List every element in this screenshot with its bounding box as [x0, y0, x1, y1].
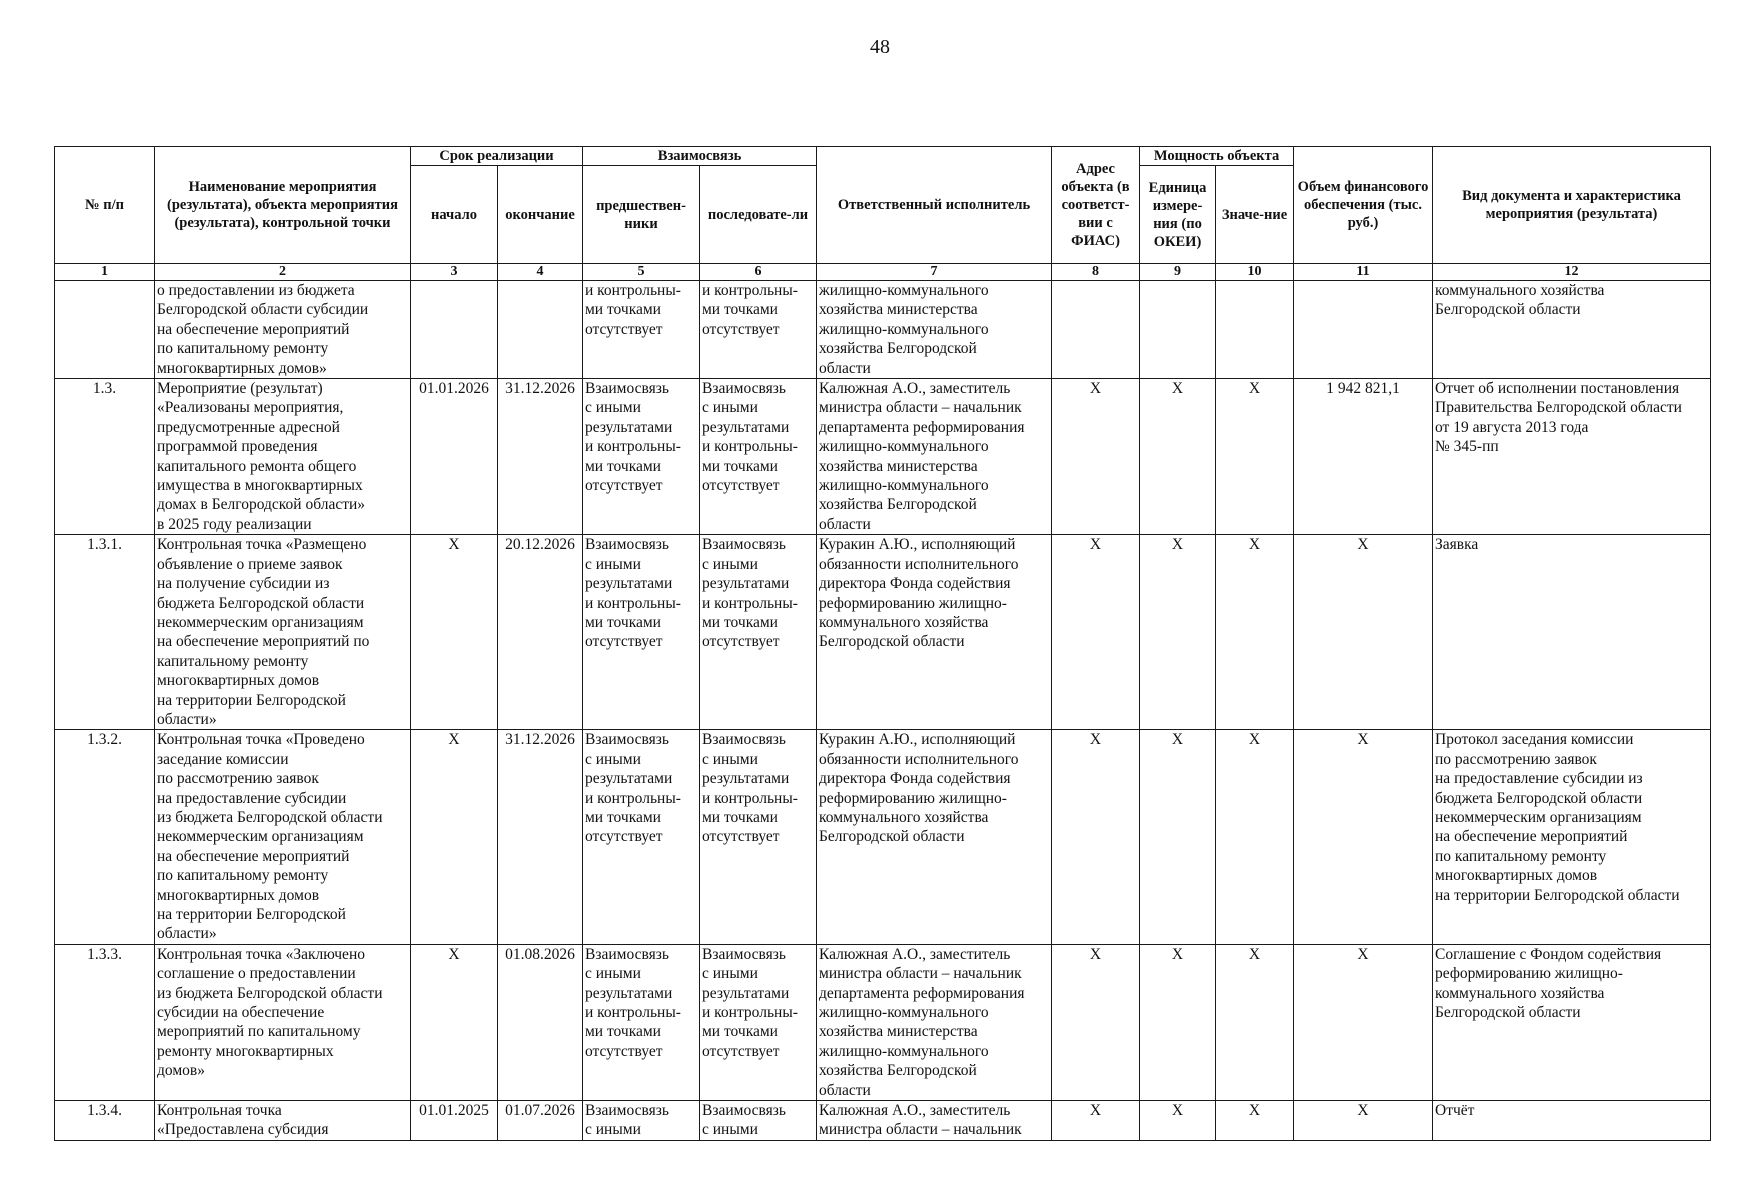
row-document: коммунального хозяйства Белгородской области	[1433, 281, 1711, 379]
activities-table	[54, 146, 1711, 1141]
row-executor: Калюжная А.О., заместитель министра области – начальник департамента реформирования жилищно-коммунального хозяйства министерства жилищно-коммунального хозяйства Белгородской области	[817, 944, 1052, 1100]
row-executor: жилищно-коммунального хозяйства министерства жилищно-коммунального хозяйства Белгородской области	[817, 281, 1052, 379]
row-start: 01.01.2026	[411, 379, 498, 535]
row-unit: X	[1140, 944, 1216, 1100]
row-predecessors: Взаимосвязь с иными результатами и контрольны- ми точками отсутствует	[583, 535, 700, 730]
header-start: начало	[411, 166, 498, 264]
row-finance	[1294, 281, 1433, 379]
header-row-top	[55, 147, 1711, 166]
header-period-group: Срок реализации	[411, 147, 583, 166]
row-finance: X	[1294, 730, 1433, 944]
row-name: Мероприятие (результат) «Реализованы мероприятия, предусмотренные адресной программой проведения капитального ремонта общего имущества в многоквартирных домах в Белгородской области» в 2025 году реализации	[155, 379, 411, 535]
row-unit: X	[1140, 1101, 1216, 1141]
row-predecessors: Взаимосвязь с иными результатами и контрольны- ми точками отсутствует	[583, 944, 700, 1100]
header-address: Адрес объекта (в соответст-вии с ФИАС)	[1052, 147, 1140, 264]
row-start: X	[411, 730, 498, 944]
column-number: 4	[498, 264, 583, 281]
column-number: 2	[155, 264, 411, 281]
row-finance: 1 942 821,1	[1294, 379, 1433, 535]
row-value: X	[1216, 730, 1294, 944]
row-predecessors: Взаимосвязь с иными результатами и контрольны- ми точками отсутствует	[583, 379, 700, 535]
row-value: X	[1216, 535, 1294, 730]
row-executor: Куракин А.Ю., исполняющий обязанности исполнительного директора Фонда содействия реформированию жилищно- коммунального хозяйства Белгородской области	[817, 730, 1052, 944]
row-executor: Калюжная А.О., заместитель министра области – начальник департамента реформирования жилищно-коммунального хозяйства министерства жилищно-коммунального хозяйства Белгородской области	[817, 379, 1052, 535]
row-predecessors: и контрольны- ми точками отсутствует	[583, 281, 700, 379]
header-value: Значе-ние	[1216, 166, 1294, 264]
table-row	[55, 944, 1711, 1100]
table-row	[55, 281, 1711, 379]
row-end	[498, 281, 583, 379]
row-start: 01.01.2025	[411, 1101, 498, 1141]
row-unit: X	[1140, 730, 1216, 944]
row-start: X	[411, 944, 498, 1100]
header-executor: Ответственный исполнитель	[817, 147, 1052, 264]
column-number: 5	[583, 264, 700, 281]
page-number: 48	[870, 36, 890, 58]
row-successors: Взаимосвязь с иными результатами и контрольны- ми точками отсутствует	[700, 379, 817, 535]
table-row	[55, 1101, 1711, 1141]
header-successors: последовате-ли	[700, 166, 817, 264]
row-value: X	[1216, 1101, 1294, 1141]
row-successors: и контрольны- ми точками отсутствует	[700, 281, 817, 379]
row-name: Контрольная точка «Предоставлена субсидия	[155, 1101, 411, 1141]
row-end: 31.12.2026	[498, 730, 583, 944]
column-number: 8	[1052, 264, 1140, 281]
row-number: 1.3.2.	[55, 730, 155, 944]
row-start: X	[411, 535, 498, 730]
column-number: 11	[1294, 264, 1433, 281]
row-address: X	[1052, 379, 1140, 535]
row-value: X	[1216, 379, 1294, 535]
header-predecessors: предшествен-ники	[583, 166, 700, 264]
row-predecessors: Взаимосвязь с иными результатами и контрольны- ми точками отсутствует	[583, 730, 700, 944]
row-end: 31.12.2026	[498, 379, 583, 535]
row-number: 1.3.1.	[55, 535, 155, 730]
column-number: 7	[817, 264, 1052, 281]
column-number: 12	[1433, 264, 1711, 281]
row-finance: X	[1294, 535, 1433, 730]
header-finance: Объем финансового обеспечения (тыс. руб.)	[1294, 147, 1433, 264]
header-number: № п/п	[55, 147, 155, 264]
row-predecessors: Взаимосвязь с иными	[583, 1101, 700, 1141]
header-name: Наименование мероприятия (результата), объекта мероприятия (результата), контрольной точки	[155, 147, 411, 264]
row-finance: X	[1294, 1101, 1433, 1141]
row-number: 1.3.4.	[55, 1101, 155, 1141]
row-name: Контрольная точка «Заключено соглашение о предоставлении из бюджета Белгородской области субсидии на обеспечение мероприятий по капитальному ремонту многоквартирных домов»	[155, 944, 411, 1100]
row-start	[411, 281, 498, 379]
column-number: 9	[1140, 264, 1216, 281]
row-number: 1.3.3.	[55, 944, 155, 1100]
row-value: X	[1216, 944, 1294, 1100]
row-unit	[1140, 281, 1216, 379]
row-successors: Взаимосвязь с иными результатами и контрольны- ми точками отсутствует	[700, 730, 817, 944]
row-document: Отчёт	[1433, 1101, 1711, 1141]
column-number: 6	[700, 264, 817, 281]
row-end: 01.07.2026	[498, 1101, 583, 1141]
table-row	[55, 379, 1711, 535]
header-unit: Единица измере-ния (по ОКЕИ)	[1140, 166, 1216, 264]
header-end: окончание	[498, 166, 583, 264]
table-row	[55, 730, 1711, 944]
row-address: X	[1052, 1101, 1140, 1141]
row-document: Отчет об исполнении постановления Правительства Белгородской области от 19 августа 2013 года № 345-пп	[1433, 379, 1711, 535]
row-address: X	[1052, 944, 1140, 1100]
row-address	[1052, 281, 1140, 379]
row-document: Соглашение с Фондом содействия реформированию жилищно- коммунального хозяйства Белгородской области	[1433, 944, 1711, 1100]
row-address: X	[1052, 730, 1140, 944]
row-successors: Взаимосвязь с иными результатами и контрольны- ми точками отсутствует	[700, 535, 817, 730]
row-number	[55, 281, 155, 379]
row-successors: Взаимосвязь с иными результатами и контрольны- ми точками отсутствует	[700, 944, 817, 1100]
row-document: Протокол заседания комиссии по рассмотрению заявок на предоставление субсидии из бюджета Белгородской области некоммерческим организациям на обеспечение мероприятий по капитальному ремонту многоквартирных домов на территории Белгородской области	[1433, 730, 1711, 944]
row-end: 20.12.2026	[498, 535, 583, 730]
row-executor: Куракин А.Ю., исполняющий обязанности исполнительного директора Фонда содействия реформированию жилищно- коммунального хозяйства Белгородской области	[817, 535, 1052, 730]
row-name: о предоставлении из бюджета Белгородской области субсидии на обеспечение мероприятий по капитальному ремонту многоквартирных домов»	[155, 281, 411, 379]
row-number: 1.3.	[55, 379, 155, 535]
header-capacity-group: Мощность объекта	[1140, 147, 1294, 166]
header-document: Вид документа и характеристика мероприятия (результата)	[1433, 147, 1711, 264]
row-finance: X	[1294, 944, 1433, 1100]
header-relation-group: Взаимосвязь	[583, 147, 817, 166]
row-name: Контрольная точка «Размещено объявление о приеме заявок на получение субсидии из бюджета Белгородской области некоммерческим организациям на обеспечение мероприятий по капитальному ремонту многоквартирных домов на территории Белгородской области»	[155, 535, 411, 730]
table-row	[55, 535, 1711, 730]
row-unit: X	[1140, 379, 1216, 535]
row-end: 01.08.2026	[498, 944, 583, 1100]
row-name: Контрольная точка «Проведено заседание комиссии по рассмотрению заявок на предоставление субсидии из бюджета Белгородской области некоммерческим организациям на обеспечение мероприятий по капитальному ремонту многоквартирных домов на территории Белгородской области»	[155, 730, 411, 944]
row-document: Заявка	[1433, 535, 1711, 730]
column-numbers-row	[55, 264, 1711, 281]
row-successors: Взаимосвязь с иными	[700, 1101, 817, 1141]
row-value	[1216, 281, 1294, 379]
column-number: 10	[1216, 264, 1294, 281]
row-unit: X	[1140, 535, 1216, 730]
column-number: 1	[55, 264, 155, 281]
row-address: X	[1052, 535, 1140, 730]
column-number: 3	[411, 264, 498, 281]
row-executor: Калюжная А.О., заместитель министра области – начальник	[817, 1101, 1052, 1141]
